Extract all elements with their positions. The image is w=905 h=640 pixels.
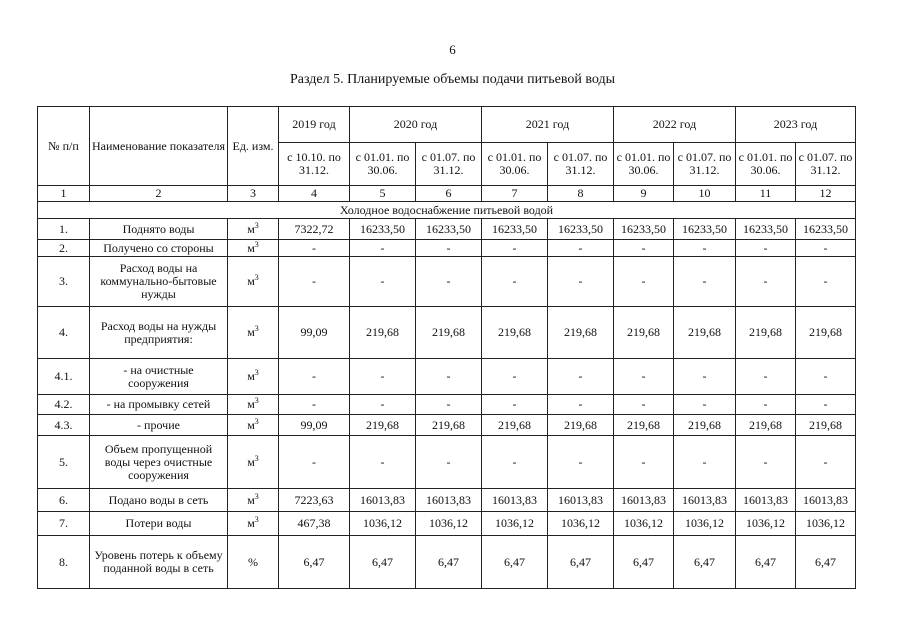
value-cell: -	[482, 436, 548, 489]
header-name: Наименование показателя	[90, 107, 228, 186]
row-unit	[228, 512, 279, 536]
value-cell: 16233,50	[736, 219, 796, 240]
value-cell: 16013,83	[548, 489, 614, 512]
value-cell: 219,68	[548, 415, 614, 436]
column-number: 8	[548, 186, 614, 202]
value-cell: 219,68	[796, 307, 856, 359]
row-number: 6.	[38, 489, 90, 512]
table-row	[38, 307, 856, 359]
column-number: 7	[482, 186, 548, 202]
value-cell: 16233,50	[548, 219, 614, 240]
value-cell: -	[416, 240, 482, 257]
row-name: Получено со стороны	[90, 240, 228, 257]
table-row	[38, 536, 856, 589]
unit-exponent: 3	[254, 273, 259, 282]
row-number: 4.3.	[38, 415, 90, 436]
value-cell: 219,68	[350, 415, 416, 436]
value-cell: 16013,83	[796, 489, 856, 512]
value-cell: 7223,63	[279, 489, 350, 512]
column-number: 10	[674, 186, 736, 202]
header-period: с 01.07. по 31.12.	[796, 143, 856, 186]
value-cell: -	[482, 359, 548, 395]
value-cell: -	[482, 240, 548, 257]
value-cell: 6,47	[674, 536, 736, 589]
row-unit	[228, 415, 279, 436]
value-cell: 1036,12	[614, 512, 674, 536]
value-cell: -	[416, 436, 482, 489]
unit-symbol: %	[248, 554, 258, 569]
value-cell: 219,68	[548, 307, 614, 359]
unit-symbol: м	[247, 325, 255, 339]
value-cell: 219,68	[736, 415, 796, 436]
column-number: 1	[38, 186, 90, 202]
value-cell: -	[614, 359, 674, 395]
column-number: 9	[614, 186, 674, 202]
row-unit	[228, 257, 279, 307]
row-unit	[228, 240, 279, 257]
value-cell: 219,68	[614, 307, 674, 359]
table-row	[38, 359, 856, 395]
value-cell: 1036,12	[416, 512, 482, 536]
value-cell: 7322,72	[279, 219, 350, 240]
value-cell: 219,68	[674, 307, 736, 359]
value-cell: -	[674, 436, 736, 489]
value-cell: 219,68	[482, 415, 548, 436]
table-row	[38, 257, 856, 307]
value-cell: 6,47	[482, 536, 548, 589]
value-cell: 99,09	[279, 307, 350, 359]
value-cell: 219,68	[416, 415, 482, 436]
table-row	[38, 415, 856, 436]
value-cell: -	[548, 257, 614, 307]
water-supply-table	[37, 106, 856, 589]
row-name: Расход воды на нужды предприятия:	[90, 307, 228, 359]
value-cell: 6,47	[416, 536, 482, 589]
header-period: с 10.10. по 31.12.	[279, 143, 350, 186]
column-number: 2	[90, 186, 228, 202]
value-cell: -	[796, 359, 856, 395]
unit-symbol: м	[247, 492, 255, 507]
unit-exponent: 3	[254, 396, 259, 405]
value-cell: 16013,83	[736, 489, 796, 512]
table-row	[38, 240, 856, 257]
row-name: - на промывку сетей	[90, 395, 228, 415]
column-number: 4	[279, 186, 350, 202]
value-cell: 6,47	[548, 536, 614, 589]
row-name: - на очистные сооружения	[90, 359, 228, 395]
header-period: с 01.01. по 30.06.	[350, 143, 416, 186]
unit-symbol: м	[247, 397, 255, 411]
section-title: Холодное водоснабжение питьевой водой	[38, 202, 856, 219]
value-cell: 16013,83	[482, 489, 548, 512]
unit-symbol: м	[247, 369, 255, 383]
value-cell: -	[279, 359, 350, 395]
value-cell: -	[674, 359, 736, 395]
value-cell: -	[350, 359, 416, 395]
value-cell: 219,68	[796, 415, 856, 436]
value-cell: -	[350, 257, 416, 307]
header-period: с 01.01. по 30.06.	[482, 143, 548, 186]
header-period: с 01.01. по 30.06.	[736, 143, 796, 186]
value-cell: -	[736, 395, 796, 415]
value-cell: -	[736, 436, 796, 489]
row-number: 5.	[38, 436, 90, 489]
value-cell: -	[416, 359, 482, 395]
value-cell: -	[279, 257, 350, 307]
value-cell: 219,68	[482, 307, 548, 359]
value-cell: 16013,83	[350, 489, 416, 512]
value-cell: -	[279, 240, 350, 257]
table-row	[38, 489, 856, 512]
value-cell: 1036,12	[796, 512, 856, 536]
value-cell: -	[736, 257, 796, 307]
row-unit	[228, 436, 279, 489]
column-number: 11	[736, 186, 796, 202]
value-cell: -	[279, 436, 350, 489]
unit-exponent: 3	[254, 515, 259, 524]
unit-exponent: 3	[254, 491, 259, 501]
value-cell: 219,68	[350, 307, 416, 359]
row-name: - прочие	[90, 415, 228, 436]
value-cell: 6,47	[736, 536, 796, 589]
unit-exponent: 3	[254, 239, 259, 249]
value-cell: -	[416, 257, 482, 307]
value-cell: -	[614, 240, 674, 257]
unit-exponent: 3	[254, 220, 259, 230]
row-number: 3.	[38, 257, 90, 307]
value-cell: -	[736, 359, 796, 395]
value-cell: 219,68	[736, 307, 796, 359]
unit-symbol: м	[247, 417, 255, 432]
value-cell: 1036,12	[350, 512, 416, 536]
row-number: 1.	[38, 219, 90, 240]
table-row	[38, 436, 856, 489]
row-name: Потери воды	[90, 512, 228, 536]
row-name: Подано воды в сеть	[90, 489, 228, 512]
value-cell: -	[796, 240, 856, 257]
value-cell: -	[482, 257, 548, 307]
header-year: 2021 год	[482, 107, 614, 143]
unit-symbol: м	[247, 274, 255, 288]
value-cell: 16233,50	[482, 219, 548, 240]
value-cell: 16013,83	[416, 489, 482, 512]
value-cell: 6,47	[614, 536, 674, 589]
unit-exponent: 3	[254, 453, 259, 463]
value-cell: -	[674, 395, 736, 415]
column-number: 3	[228, 186, 279, 202]
row-unit	[228, 395, 279, 415]
value-cell: 6,47	[279, 536, 350, 589]
value-cell: 1036,12	[482, 512, 548, 536]
value-cell: -	[614, 395, 674, 415]
value-cell: -	[548, 395, 614, 415]
header-year: 2020 год	[350, 107, 482, 143]
value-cell: -	[796, 257, 856, 307]
value-cell: -	[350, 436, 416, 489]
row-number: 4.	[38, 307, 90, 359]
unit-symbol: м	[247, 240, 255, 255]
value-cell: 1036,12	[674, 512, 736, 536]
row-number: 4.1.	[38, 359, 90, 395]
value-cell: 16233,50	[416, 219, 482, 240]
row-unit	[228, 219, 279, 240]
value-cell: -	[548, 240, 614, 257]
unit-symbol: м	[247, 221, 255, 236]
value-cell: 99,09	[279, 415, 350, 436]
value-cell: 16013,83	[614, 489, 674, 512]
value-cell: 6,47	[350, 536, 416, 589]
row-name: Поднято воды	[90, 219, 228, 240]
value-cell: -	[674, 240, 736, 257]
value-cell: -	[350, 240, 416, 257]
value-cell: 16233,50	[614, 219, 674, 240]
value-cell: -	[614, 257, 674, 307]
header-period: с 01.07. по 31.12.	[674, 143, 736, 186]
value-cell: 467,38	[279, 512, 350, 536]
page-number: 6	[449, 42, 456, 57]
unit-exponent: 3	[254, 416, 259, 426]
document-title: Раздел 5. Планируемые объемы подачи питьевой воды	[290, 72, 615, 87]
header-period: с 01.07. по 31.12.	[416, 143, 482, 186]
value-cell: -	[674, 257, 736, 307]
unit-exponent: 3	[254, 324, 259, 333]
value-cell: 16233,50	[796, 219, 856, 240]
row-number: 2.	[38, 240, 90, 257]
column-number: 6	[416, 186, 482, 202]
row-name: Уровень потерь к объему поданной воды в сеть	[90, 536, 228, 589]
row-name: Объем пропущенной воды через очистные сооружения	[90, 436, 228, 489]
header-unit: Ед. изм.	[228, 107, 279, 186]
value-cell: -	[548, 436, 614, 489]
value-cell: 1036,12	[548, 512, 614, 536]
row-name: Расход воды на коммунально-бытовые нужды	[90, 257, 228, 307]
value-cell: -	[736, 240, 796, 257]
header-period: с 01.01. по 30.06.	[614, 143, 674, 186]
value-cell: 219,68	[416, 307, 482, 359]
row-number: 7.	[38, 512, 90, 536]
row-unit	[228, 489, 279, 512]
value-cell: 219,68	[614, 415, 674, 436]
header-no: № п/п	[38, 107, 90, 186]
value-cell: -	[350, 395, 416, 415]
value-cell: -	[548, 359, 614, 395]
unit-exponent: 3	[254, 368, 259, 377]
header-year: 2022 год	[614, 107, 736, 143]
header-period: с 01.07. по 31.12.	[548, 143, 614, 186]
header-year: 2019 год	[279, 107, 350, 143]
row-unit	[228, 536, 279, 589]
value-cell: 1036,12	[736, 512, 796, 536]
value-cell: -	[614, 436, 674, 489]
value-cell: -	[482, 395, 548, 415]
table-row	[38, 512, 856, 536]
row-number: 8.	[38, 536, 90, 589]
value-cell: -	[279, 395, 350, 415]
value-cell: -	[796, 436, 856, 489]
unit-symbol: м	[247, 454, 255, 469]
row-unit	[228, 359, 279, 395]
value-cell: -	[416, 395, 482, 415]
value-cell: 219,68	[674, 415, 736, 436]
value-cell: 16233,50	[350, 219, 416, 240]
column-number: 5	[350, 186, 416, 202]
value-cell: -	[796, 395, 856, 415]
value-cell: 6,47	[796, 536, 856, 589]
row-unit	[228, 307, 279, 359]
value-cell: 16013,83	[674, 489, 736, 512]
row-number: 4.2.	[38, 395, 90, 415]
unit-symbol: м	[247, 516, 255, 530]
header-year: 2023 год	[736, 107, 856, 143]
table-row	[38, 219, 856, 240]
value-cell: 16233,50	[674, 219, 736, 240]
table-row	[38, 395, 856, 415]
column-number: 12	[796, 186, 856, 202]
